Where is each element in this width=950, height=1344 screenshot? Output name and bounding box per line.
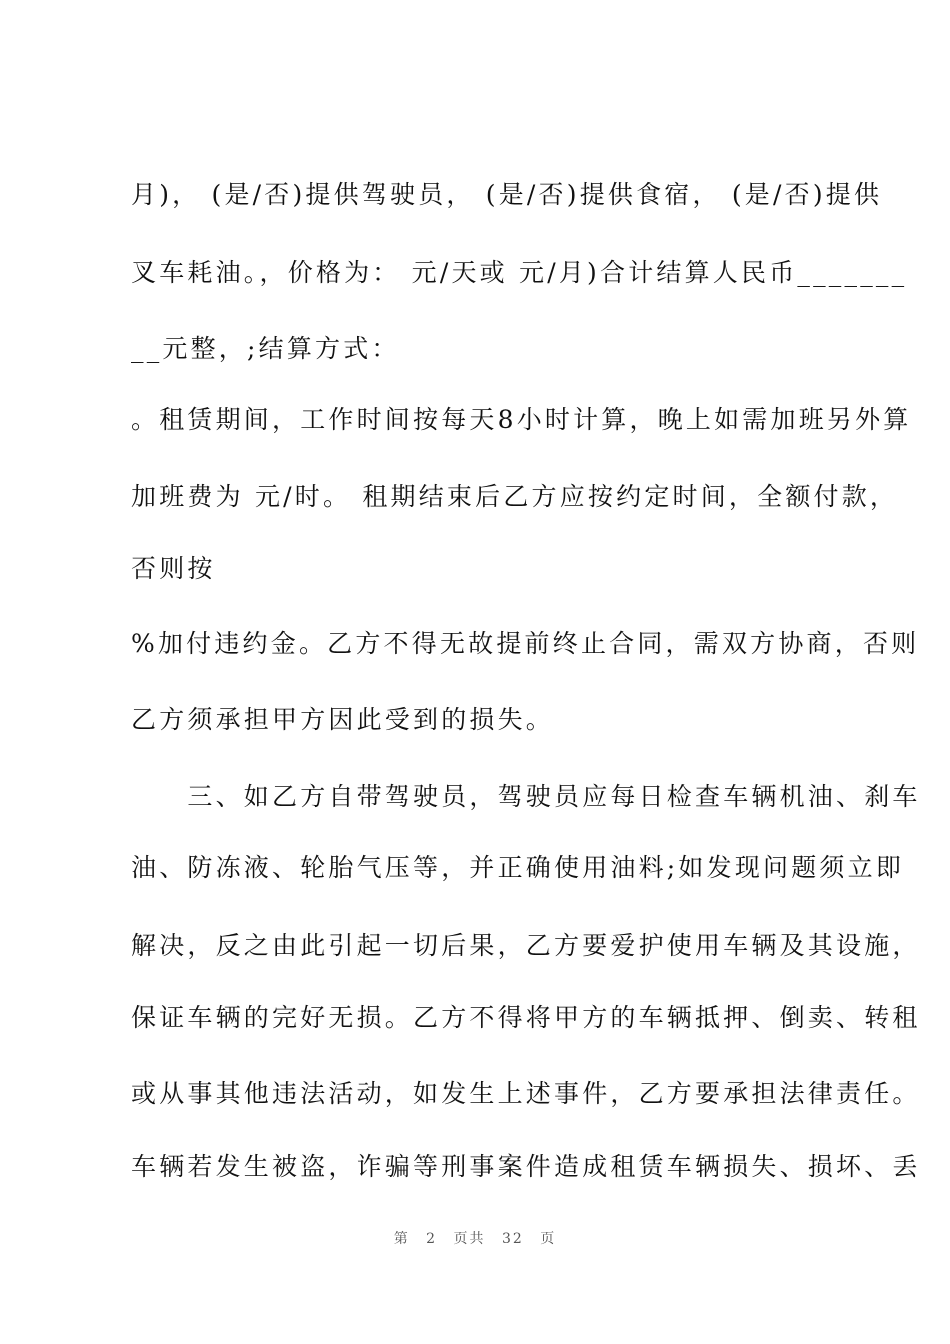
text-line: 。租赁期间，工作时间按每天8小时计算，晚上如需加班另外算 <box>131 405 912 434</box>
text-line: __元整，;结算方式： <box>131 334 400 363</box>
text-line: 或从事其他违法活动，如发生上述事件，乙方要承担法律责任。 <box>131 1079 921 1108</box>
text-line: 车辆若发生被盗，诈骗等刑事案件造成租赁车辆损失、损坏、丢 <box>131 1152 921 1181</box>
page-number-footer: 第 2 页共 32 页 <box>393 1231 557 1247</box>
text-line: 乙方须承担甲方因此受到的损失。 <box>131 705 555 734</box>
text-line: 油、防冻液、轮胎气压等，并正确使用油料;如发现问题须立即 <box>131 853 905 882</box>
text-line: 保证车辆的完好无损。乙方不得将甲方的车辆抵押、倒卖、转租 <box>131 1003 921 1032</box>
text-line: %加付违约金。乙方不得无故提前终止合同，需双方协商，否则 <box>131 629 920 658</box>
text-line: 三、如乙方自带驾驶员，驾驶员应每日检查车辆机油、刹车 <box>131 782 921 811</box>
text-line: 解决，反之由此引起一切后果，乙方要爱护使用车辆及其设施， <box>131 931 921 960</box>
text-line: 月)， (是/否)提供驾驶员， (是/否)提供食宿， (是/否)提供 <box>131 180 883 209</box>
text-line: 否则按 <box>131 554 216 583</box>
text-line: 加班费为 元/时。 租期结束后乙方应按约定时间，全额付款， <box>131 482 899 511</box>
text-line: 叉车耗油。，价格为： 元/天或 元/月)合计结算人民币_______ <box>131 258 908 287</box>
